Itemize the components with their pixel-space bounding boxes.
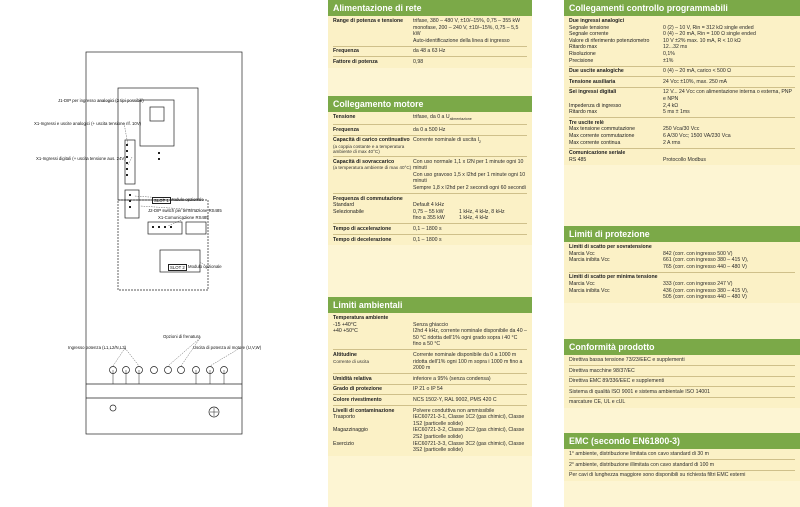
- spec-row: Tempo di decelerazione 0,1 – 1800 s: [333, 234, 527, 243]
- spec-row: Tensione ausiliaria 24 Vcc ±10%, max. 250 mA: [569, 76, 795, 85]
- spec-row: Marcia Vcc 333 (corr. con ingresso 247 V): [569, 280, 733, 287]
- emc-line: 2° ambiente, distribuzione illimitata con cavo standard di 100 m: [569, 459, 795, 468]
- section-controllo: Collegamenti controllo programmabili Due ingressi analogici Segnale tensione 0 (2) – 10 V, Rin = 312 kΩ single ended Segnale corrente 0 (4) – 20 mA, Rin = 100 Ω single ended Valore di riferimento potenziometro 10 V ±2% max. 10 mA, R < 10 kΩ Ritardo max 12...32 ms Risoluzione 0,1% Precisione ±1% Due uscite analogiche 0 (4) – 20 mA, carico < 500 Ω Tensione ausiliaria 24 Vcc ±10%, max. 250 mA Sei ingressi digitali 12 V... 24 Vcc con alimentazione interna o esterna, PNP e NPN Impedenza di ingresso 2,4 kΩ Ritardo max 5 ms ± 1ms Tre uscite relè Max tensione commutazione 250 Vca/30 Vcc Max corrente commutazione 6 A/30 Vcc; 1500 VA/230 Vca Max corrente continua 2 A rms Comunicazione seriale RS 485 Protocollo Modbus: [564, 0, 800, 165]
- section-conformita: [564, 339, 800, 408]
- spec-row: Due uscite analogiche 0 (4) – 20 mA, carico < 500 Ω: [569, 66, 795, 75]
- spec-row: Fattore di potenza 0,98: [333, 56, 527, 65]
- spec-row: Max corrente continua 2 A rms: [569, 139, 681, 146]
- spec-row: Selezionabile 0,75 – 55 kW 1 kHz, 4 kHz, 8 kHz: [333, 208, 505, 215]
- spec-row: Frequenza da 48 a 63 Hz: [333, 46, 527, 55]
- spec-row: Marcia Vcc 842 (corr. con ingresso 500 V): [569, 250, 733, 257]
- spec-row: Umidità relativa inferiore a 95% (senza condensa): [333, 373, 527, 382]
- callout-output: Uscita di potenza al motore (U,V,W): [193, 345, 262, 350]
- section-ambientali: Limiti ambientali Temperatura ambiente -15 +40°C Senza ghiaccio +40 +50°C I2hd 4 kHz, corrente nominale disponibile da 40 – 50 °C ridotta dell'1% ogni grado sopra i 40 °C fino a 50 °C Altitudine Corrente di uscita Corrente nominale disponibile da 0 a 1000 m ridotta dell'1% ogni 100 m sopra i 1000 m fino a 2000 m Umidità relativa inferiore a 95% (senza condensa) Grado di protezione IP 21 o IP 54 Colore rivestimento NCS 1502-Y, RAL 9002, PMS 420 C Livelli di contaminazione Polvere conduttiva non ammissibile Trasporto IEC60721-3-1, Classe 1C2 (gas chimici), Classe 1S2 (particelle solide) Magazzinaggio IEC60721-3-2, Classe 2C2 (gas chimici), Classe 2S2 (particelle solide) Esercizio IEC60721-3-3, Classe 3C2 (gas chimici), Classe 3S2 (particelle solide): [328, 297, 532, 456]
- spec-row: Segnale corrente 0 (4) – 20 mA, Rin = 100 Ω single ended: [569, 31, 756, 38]
- spec-row: Marcia inibita Vcc 661 (corr. con ingresso 380 – 415 V), 765 (corr. con ingresso 440 – 480 V): [569, 257, 749, 270]
- spec-row: Marcia inibita Vcc 436 (corr. con ingresso 380 – 415 V), 505 (corr. con ingresso 440 – 480 V): [569, 287, 749, 301]
- section-title: Conformità prodotto: [564, 339, 800, 355]
- callout-x1-analog: X1-Ingressi e uscite analogici (+ uscita tensione rif. 10V): [34, 121, 142, 126]
- spec-row: +40 +50°C I2hd 4 kHz, corrente nominale disponibile da 40 – 50 °C ridotta dell'1% ogni grado sopra i 40 °C fino a 50 °C: [333, 328, 527, 348]
- spec-row: fino a 355 kW 1 kHz, 4 kHz: [413, 215, 489, 222]
- spec-row: Sei ingressi digitali 12 V... 24 Vcc con alimentazione interna o esterna, PNP e NPN: [569, 87, 795, 103]
- spec-row: Standard Default 4 kHz: [333, 202, 445, 209]
- conformity-line: Sistema di qualità ISO 9001 e sistema ambientale ISO 14001: [569, 386, 795, 395]
- spec-row: Tensione trifase, da 0 a $U_{alimentazione}$: [333, 114, 472, 122]
- spec-row: Trasporto IEC60721-3-1, Classe 1C2 (gas chimici), Classe 1S2 (particelle solide): [333, 414, 525, 427]
- conformity-line: Direttiva macchine 98/37/EC: [569, 365, 795, 374]
- spec-row: Frequenza da 0 a 500 Hz: [333, 124, 527, 133]
- spec-row: Ritardo max 12...32 ms: [569, 44, 688, 51]
- spec-row: Max corrente commutazione 6 A/30 Vcc; 1500 VA/230 Vca: [569, 132, 731, 139]
- spec-row: Impedenza di ingresso 2,4 kΩ: [569, 102, 679, 109]
- spec-row: Colore rivestimento NCS 1502-Y, RAL 9002, PMS 420 C: [333, 394, 527, 403]
- section-title: Collegamenti controllo programmabili: [564, 0, 800, 16]
- section-motore: [328, 96, 532, 245]
- column-left: [328, 0, 532, 507]
- section-title: Limiti di protezione: [564, 226, 800, 242]
- spec-row: Ritardo max 5 ms ± 1ms: [569, 109, 690, 116]
- callout-slot2: SLOT 2: [170, 265, 185, 270]
- column-right: [564, 0, 800, 507]
- spec-row: Frequenza di commutazione: [333, 193, 527, 202]
- callout-x1-comm: X1-Comunicazione RS485: [158, 215, 209, 220]
- callout-slot2-text: Modulo opzionale: [188, 264, 222, 269]
- section-title: Collegamento motore: [328, 96, 532, 112]
- section-title: Limiti ambientali: [328, 297, 532, 313]
- spec-row: Risoluzione 0,1%: [569, 50, 675, 57]
- spec-row: Precisione ±1%: [569, 57, 674, 64]
- spec-row: Segnale tensione 0 (2) – 10 V, Rin = 312 kΩ single ended: [569, 24, 754, 31]
- spec-row: Capacità di sovraccarico (a temperatura ambiente di max 40°C) Con uso normale 1,1 x I2N per 1 minute ogni 10 minuti Con uso gravoso 1,5 x I2hd per 1 minute ogni 10 minuti Sempre 1,8 x I2hd per 2 secondi ogni 60 secondi: [333, 156, 527, 191]
- conformity-line: Direttiva bassa tensione 73/23/EEC e supplementi: [569, 357, 685, 363]
- emc-line: 1° ambiente, distribuzione limitata con cavo standard di 30 m: [569, 451, 709, 457]
- callout-j2: J2-DIP switch per terminazione RS485: [148, 208, 222, 213]
- section-title: EMC (secondo EN61800-3): [564, 433, 800, 449]
- section-title: Alimentazione di rete: [328, 0, 532, 16]
- drive-outline-svg: [0, 0, 300, 507]
- spec-row: -15 +40°C Senza ghiaccio: [333, 321, 449, 328]
- section-protezione: Limiti di protezione Limiti di scatto per sovratensione Marcia Vcc 842 (corr. con ingresso 500 V) Marcia inibita Vcc 661 (corr. con ingresso 380 – 415 V), 765 (corr. con ingresso 440 – 480 V) Limiti di scatto per minima tensione Marcia Vcc 333 (corr. con ingresso 247 V) Marcia inibita Vcc 436 (corr. con ingresso 380 – 415 V), 505 (corr. con ingresso 440 – 480 V): [564, 226, 800, 303]
- spec-row: Grado di protezione IP 21 o IP 54: [333, 384, 527, 393]
- spec-row: Livelli di contaminazione Polvere conduttiva non ammissibile: [333, 405, 527, 414]
- spec-row: RS 485 Protocollo Modbus: [569, 156, 706, 163]
- callout-slot1: SLOT 1: [154, 198, 169, 203]
- section-emc: [564, 433, 800, 481]
- spec-row: Tempo di accelerazione 0,1 – 1800 s: [333, 223, 527, 232]
- conformity-line: Direttiva EMC 89/336/EEC e supplementi: [569, 376, 795, 385]
- callout-brake: Opzioni di frenatura: [163, 334, 201, 339]
- callout-x1-digital: X1-Ingressi digitali (+ uscita tensione aus. 24V): [36, 156, 126, 161]
- spec-row: Esercizio IEC60721-3-3, Classe 3C2 (gas chimici), Classe 3S2 (particelle solide): [333, 440, 525, 454]
- conformity-line: marcature CE, UL e cUL: [569, 397, 795, 406]
- drive-drawing: [0, 0, 300, 507]
- callout-input: Ingresso potenza (L1,L2/N,L3): [68, 345, 127, 350]
- spec-row: Max tensione commutazione 250 Vca/30 Vcc: [569, 126, 700, 133]
- callout-slot1-text: Modulo opzionale: [170, 197, 204, 202]
- spec-row: Magazzinaggio IEC60721-3-2, Classe 2C2 (gas chimici), Classe 2S2 (particelle solide): [333, 427, 525, 440]
- spec-row: Valore di riferimento potenziometro 10 V ±2% max. 10 mA, R < 10 kΩ: [569, 37, 741, 44]
- callout-j1: J1-DIP per ingresso analogici (2 tipi possibili): [58, 98, 144, 103]
- spec-row: Altitudine Corrente di uscita Corrente nominale disponibile da 0 a 1000 m ridotta dell'1% ogni 100 m sopra i 1000 m fino a 2000 m: [333, 349, 527, 371]
- spec-row: Range di potenza e tensione trifase, 380 – 480 V, ±10/–15%, 0,75 – 355 kW monofase, 200 – 240 V, ±10/–15%, 0,75 – 5,5 kW Auto-identificazione della linea di ingresso: [333, 18, 521, 44]
- section-alimentazione: [328, 0, 532, 68]
- spec-row: Capacità di carico continuativo (a coppia costante e a temperatura ambiente di max 40°C) Corrente nominale di uscita $I_2$: [333, 135, 527, 155]
- emc-line: Per cavi di lunghezza maggiore sono disponibili su richiesta filtri EMC esterni: [569, 470, 795, 479]
